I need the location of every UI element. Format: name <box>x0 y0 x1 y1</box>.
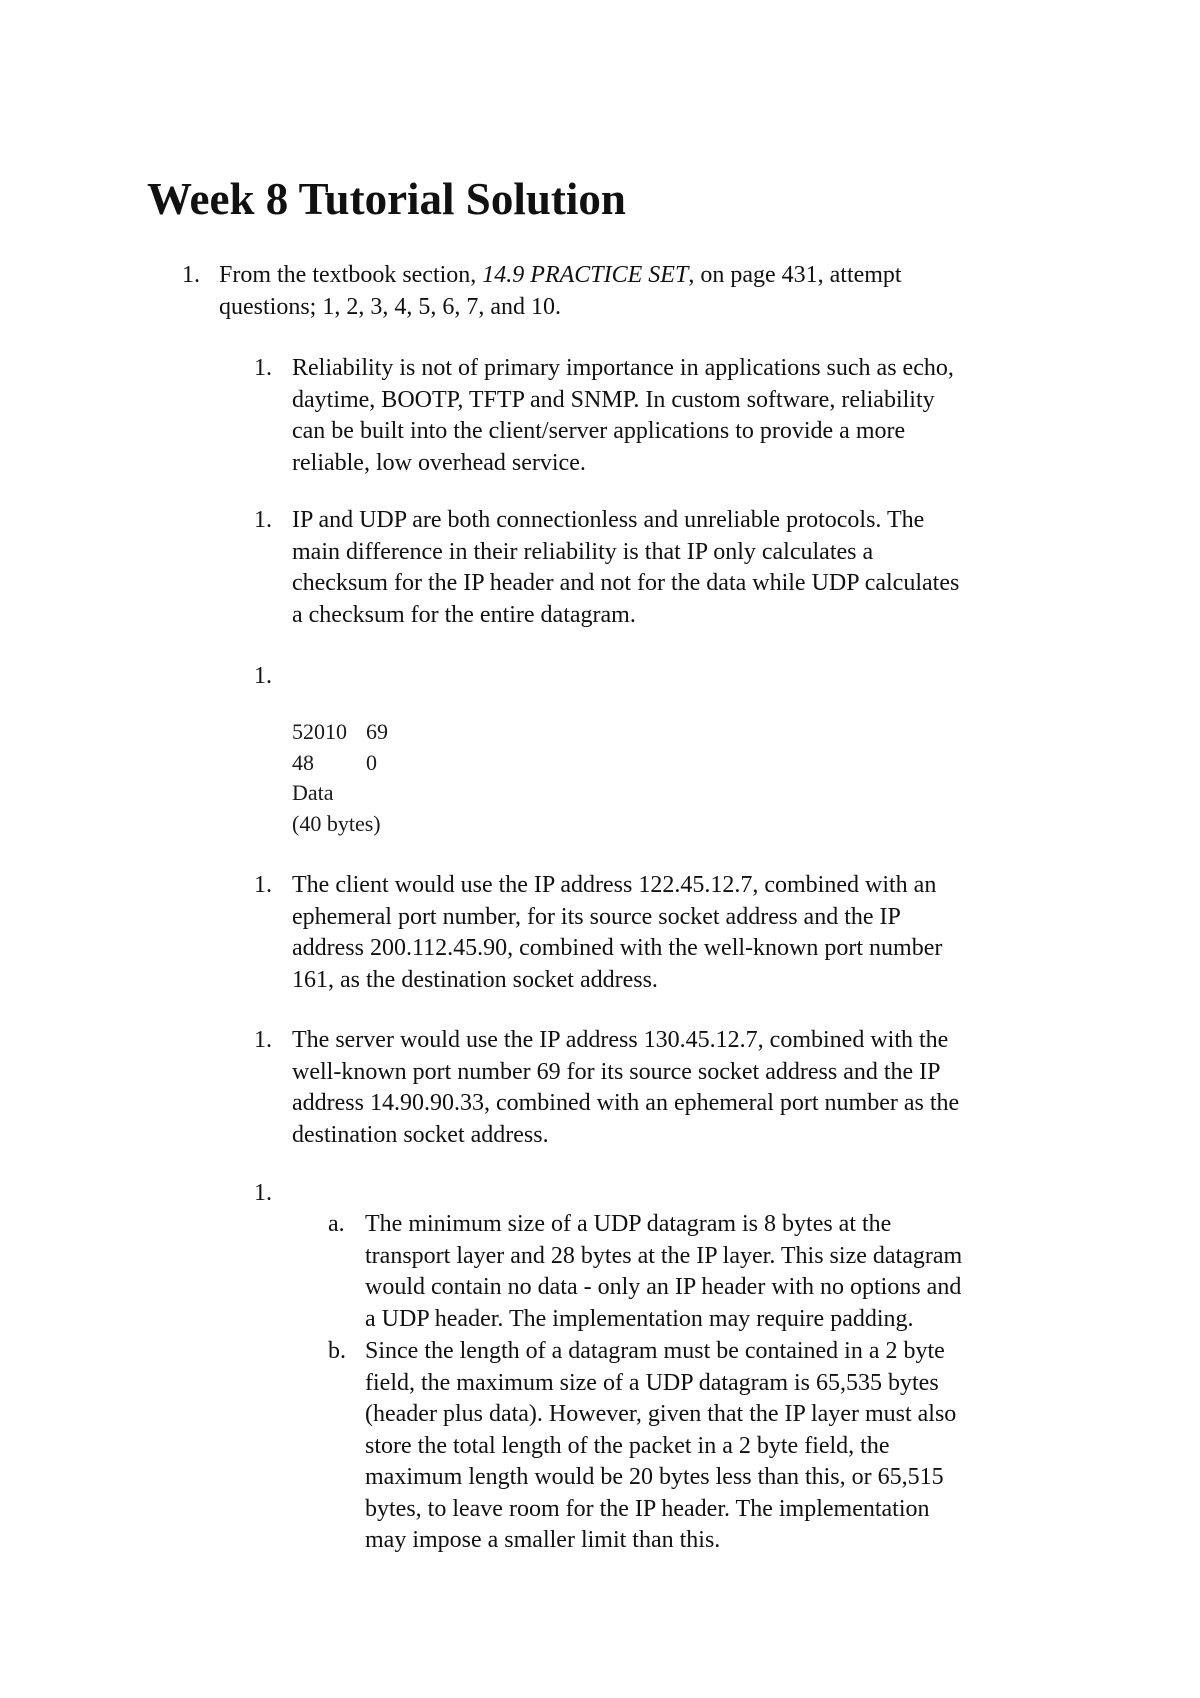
answer-text <box>292 1025 959 1151</box>
answer-number: 1. <box>254 1180 272 1206</box>
answer-line: Reliability is not of primary importance in applications such as echo, <box>292 355 954 381</box>
answer-number: 1. <box>254 507 272 533</box>
answer-line: a checksum for the entire datagram. <box>292 601 636 628</box>
source-port-value: 52010 <box>292 719 347 744</box>
udp-header-values <box>292 717 388 839</box>
sub-item-line: field, the maximum size of a UDP datagram is 65,535 bytes <box>365 1369 939 1396</box>
question-line-2: questions; 1, 2, 3, 4, 5, 6, 7, and 10. <box>219 293 561 320</box>
sub-item-text <box>365 1209 962 1335</box>
sub-item-line: transport layer and 28 bytes at the IP layer. This size datagram <box>365 1242 963 1269</box>
answer-line: destination socket address. <box>292 1121 549 1148</box>
answer-line: 161, as the destination socket address. <box>292 966 658 993</box>
destination-port-value: 69 <box>366 719 388 744</box>
sub-item-line: Since the length of a datagram must be contained in a 2 byte <box>365 1338 945 1364</box>
sub-item-line: maximum length would be 20 bytes less than this, or 65,515 <box>365 1464 944 1490</box>
answer-line: The server would use the IP address 130.45.12.7, combined with the <box>292 1027 949 1053</box>
length-value: 48 <box>292 749 314 775</box>
sub-item-line: (header plus data). However, given that the IP layer must also <box>365 1401 957 1427</box>
answer-line: reliable, low overhead service. <box>292 449 586 476</box>
data-size-label: (40 bytes) <box>292 810 381 836</box>
sub-item-line: The minimum size of a UDP datagram is 8 bytes at the <box>365 1211 892 1237</box>
answer-number: 1. <box>254 872 272 898</box>
question-number: 1. <box>182 262 200 288</box>
answer-number: 1. <box>254 355 272 381</box>
answer-line: can be built into the client/server applications to provide a more <box>292 418 906 444</box>
table-row <box>292 748 388 779</box>
question-line-1 <box>219 260 902 292</box>
sub-item-label: b. <box>328 1338 346 1364</box>
table-row <box>292 778 388 809</box>
sub-item-text <box>365 1336 956 1557</box>
answer-line: The client would use the IP address 122.45.12.7, combined with an <box>292 872 937 898</box>
question-text-pre: From the textbook section, <box>219 262 483 288</box>
sub-item-line: store the total length of the packet in a 2 byte field, the <box>365 1432 890 1459</box>
sub-item-line: a UDP header. The implementation may require padding. <box>365 1305 914 1332</box>
answer-text <box>292 870 942 996</box>
answer-number: 1. <box>254 1027 272 1053</box>
sub-item-line: may impose a smaller limit than this. <box>365 1527 721 1553</box>
answer-line: IP and UDP are both connectionless and unreliable protocols. The <box>292 507 925 533</box>
question-text-post: , on page 431, attempt <box>688 262 902 288</box>
page-title: Week 8 Tutorial Solution <box>147 174 626 224</box>
answer-line: ephemeral port number, for its source socket address and the IP <box>292 903 901 930</box>
sub-item-line: bytes, to leave room for the IP header. The implementation <box>365 1495 930 1522</box>
answer-line: checksum for the IP header and not for the data while UDP calculates <box>292 570 960 596</box>
table-row <box>292 809 388 840</box>
answer-line: well-known port number 69 for its source socket address and the IP <box>292 1058 941 1085</box>
answer-line: daytime, BOOTP, TFTP and SNMP. In custom software, reliability <box>292 386 935 413</box>
answer-line: main difference in their reliability is that IP only calculates a <box>292 538 874 565</box>
answer-text <box>292 353 954 479</box>
table-row <box>292 717 388 748</box>
answer-line: address 200.112.45.90, combined with the well-known port number <box>292 935 943 961</box>
sub-item-label: a. <box>328 1211 345 1237</box>
data-label: Data <box>292 780 334 805</box>
answer-line: address 14.90.90.33, combined with an ephemeral port number as the <box>292 1090 960 1116</box>
sub-item-line: would contain no data - only an IP header with no options and <box>365 1274 962 1300</box>
question-text <box>219 260 902 323</box>
answer-text <box>292 505 959 631</box>
checksum-value: 0 <box>366 749 377 775</box>
practice-set-reference: 14.9 PRACTICE SET <box>482 262 689 288</box>
answer-number: 1. <box>254 663 272 689</box>
